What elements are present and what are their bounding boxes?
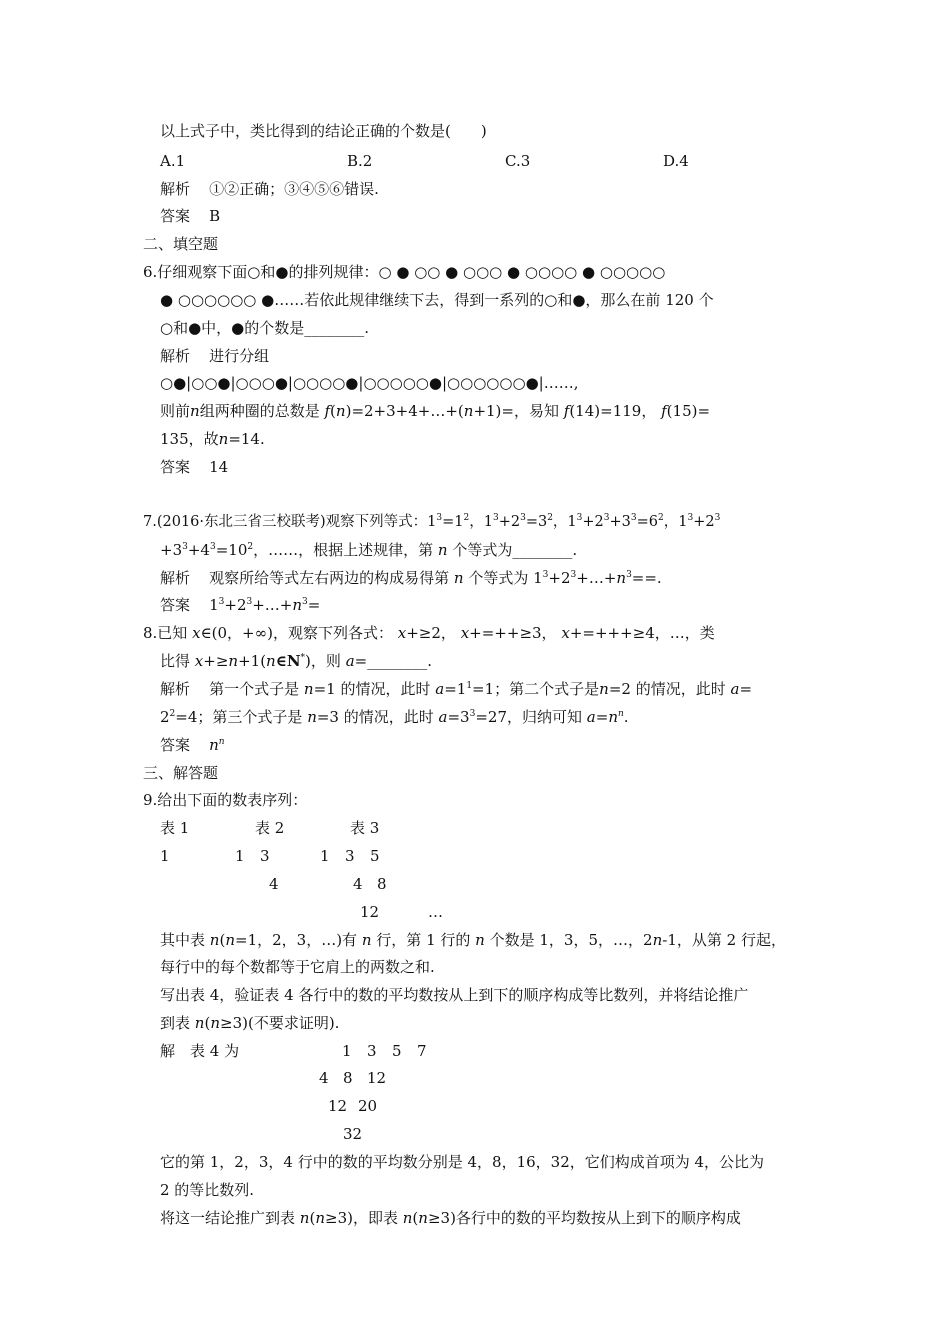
- text: 观察所给等式左右两边的构成易得第: [209, 569, 450, 587]
- var-n: n: [608, 708, 618, 726]
- table-3-cell: 1: [320, 847, 330, 865]
- text: =: [739, 680, 753, 698]
- text: ∈N: [275, 652, 301, 670]
- table-2-cell: 3: [260, 847, 270, 865]
- text: +≥: [203, 652, 229, 670]
- text: 135，故: [160, 430, 219, 448]
- text: =14.: [228, 430, 265, 448]
- section-heading-solve: 三、解答题: [143, 764, 219, 782]
- var-n: n: [463, 402, 474, 420]
- text: (: [219, 931, 226, 949]
- text: =27，归纳可知: [475, 708, 582, 726]
- var-n: n: [228, 652, 239, 670]
- text: =3: [525, 514, 548, 530]
- text: 1: [209, 596, 219, 614]
- answer-text: 14: [209, 458, 229, 476]
- section-heading-fill: 二、填空题: [143, 235, 219, 253]
- table-2-header: 表 2: [255, 819, 285, 837]
- sup: 3: [218, 597, 225, 607]
- text: =1: [442, 514, 464, 530]
- q9-para-1: [160, 930, 786, 950]
- table-1-header: 表 1: [160, 819, 190, 837]
- table-4-cell: 8: [343, 1069, 353, 1087]
- text: ，1: [663, 514, 688, 530]
- table-2-cell: 4: [269, 875, 279, 893]
- var-x: x: [194, 652, 204, 670]
- var-n: n: [209, 931, 220, 949]
- var-n: n: [652, 931, 663, 949]
- sup: 3: [246, 597, 253, 607]
- var-n: n: [307, 708, 317, 726]
- var-n: n: [209, 736, 219, 754]
- var-x: x: [460, 624, 470, 642]
- var-n: n: [402, 1209, 413, 1227]
- text: =: [307, 596, 321, 614]
- q5-option-b: B.2: [347, 152, 373, 170]
- text: 第一个式子是: [209, 680, 300, 698]
- q5-stem: 以上式子中，类比得到的结论正确的个数是( ): [160, 122, 487, 140]
- var-n: n: [599, 680, 609, 698]
- text: 个等式为________.: [452, 541, 578, 559]
- text: +3: [160, 541, 183, 559]
- table-3-cell: 5: [370, 847, 380, 865]
- answer-label: 答案: [160, 736, 191, 754]
- q6-derivation-1: 则前n组两种圈的总数是 f(n)=2+3+4+…+(n+1)=，易知 f(14)=119， f(15)=: [160, 402, 711, 420]
- q6-derivation-2: [160, 429, 265, 449]
- var-n: n: [303, 680, 314, 698]
- text: =1 的情况，此时: [313, 680, 431, 698]
- analysis-text: 进行分组: [209, 347, 270, 365]
- var-n: n: [292, 596, 303, 614]
- var-n: n: [299, 1209, 310, 1227]
- table-1-cell: 1: [160, 847, 170, 865]
- sup: 2: [547, 513, 553, 523]
- q6-line1: 6.仔细观察下面○和●的排列规律：○ ● ○○ ● ○○○ ● ○○○○ ● ○○○○○: [143, 263, 666, 281]
- var-n: n: [335, 402, 346, 420]
- text: 组两种圈的总数是: [199, 402, 320, 420]
- text: +4: [187, 541, 210, 559]
- var-a: a: [435, 680, 445, 698]
- var-n: n: [194, 1014, 205, 1032]
- text: .: [623, 708, 629, 726]
- q5-answer: [160, 206, 220, 226]
- q7-analysis: [160, 568, 662, 588]
- q9-para-7: [160, 1208, 741, 1228]
- text: =3 的情况，此时: [316, 708, 434, 726]
- sup: 3: [714, 513, 721, 523]
- text: +…+: [252, 596, 293, 614]
- q7-answer: [160, 595, 320, 615]
- var-f: f: [661, 402, 667, 420]
- sup: n: [617, 709, 624, 719]
- text: -1，从第 2 行起，: [662, 931, 786, 949]
- var-n: n: [616, 569, 627, 587]
- text: =6: [636, 514, 658, 530]
- q9-para-5: 它的第 1，2，3，4 行中的数的平均数分别是 4，8，16，32，它们构成首项为 4，公比为: [160, 1153, 765, 1171]
- sup: 3: [182, 542, 188, 552]
- text: ，……，根据上述规律，第: [253, 541, 434, 559]
- analysis-label: 解析: [160, 680, 191, 698]
- q6-analysis: [160, 346, 269, 366]
- sup: 3: [492, 513, 499, 523]
- sup: 3: [302, 597, 308, 607]
- var-n: n: [315, 1209, 325, 1227]
- table-4-cell: 32: [343, 1125, 363, 1143]
- sup: 3: [209, 542, 216, 552]
- sup: 2: [169, 709, 176, 719]
- sup: 2: [463, 513, 470, 523]
- q9-para-3: 写出表 4，验证表 4 各行中的数的平均数按从上到下的顺序构成等比数列，并将结论推广: [160, 986, 749, 1004]
- var-a: a: [438, 708, 448, 726]
- answer-text: B: [209, 207, 221, 225]
- table-4-cell: 1: [342, 1042, 352, 1060]
- text: 8.已知: [143, 624, 188, 642]
- text: =1；第二个式子是: [472, 680, 600, 698]
- var-a: a: [586, 708, 596, 726]
- text: +2: [693, 514, 715, 530]
- var-f: f: [563, 402, 570, 420]
- var-n: n: [437, 541, 448, 559]
- text: =2 的情况，此时: [608, 680, 726, 698]
- text: ≥3)(不要求证明).: [220, 1014, 340, 1032]
- var-x: x: [397, 624, 407, 642]
- table-2-cell: 1: [235, 847, 245, 865]
- text: ，1: [469, 514, 493, 530]
- var-x: x: [192, 624, 201, 642]
- sup: 2: [657, 513, 664, 523]
- text: ∈(0，+∞)，观察下列各式：: [200, 624, 393, 642]
- text: 行，第 1 行的: [376, 931, 471, 949]
- q8-line1: [143, 623, 715, 643]
- text: =: [595, 708, 609, 726]
- q6-answer: [160, 457, 228, 477]
- text: 到表: [160, 1014, 191, 1032]
- text: +1(: [238, 652, 267, 670]
- text: +=+++≥4，…，类: [569, 624, 715, 642]
- var-a: a: [730, 680, 740, 698]
- text: 7.(2016·东北三省三校联考)观察下列等式：1: [143, 514, 437, 530]
- q8-answer: [160, 735, 225, 755]
- var-n: n: [218, 430, 229, 448]
- answer-label: 答案: [160, 596, 191, 614]
- sup: 3: [469, 709, 476, 719]
- text: 2: [160, 708, 170, 726]
- text: (: [204, 1014, 211, 1032]
- q5-option-c: C.3: [505, 152, 531, 170]
- q9-para-4: [160, 1013, 339, 1033]
- q6-line2: ● ○○○○○○ ●……若依此规律继续下去，得到一系列的○和●，那么在前 120 个: [160, 291, 714, 309]
- text: =________.: [354, 652, 432, 670]
- sup: 3: [626, 570, 632, 580]
- q6-line3: ○和●中，●的个数是________.: [160, 319, 370, 337]
- text: )，则: [305, 652, 341, 670]
- table-4-cell: 3: [367, 1042, 377, 1060]
- sup: 3: [576, 513, 583, 523]
- table-ellipsis: …: [428, 903, 443, 921]
- q8-line2: [160, 651, 432, 671]
- q9-para-6: 2 的等比数列.: [160, 1181, 255, 1199]
- q9-stem: 9.给出下面的数表序列：: [143, 791, 308, 809]
- text: 个数是 1，3，5，…，2: [489, 931, 653, 949]
- var-n: n: [190, 402, 200, 420]
- text: (14)=119，: [569, 402, 657, 420]
- analysis-label: 解析: [160, 180, 191, 198]
- text: ≥3)，即表: [325, 1209, 398, 1227]
- text: ≥3)各行中的数的平均数按从上到下的顺序构成: [427, 1209, 741, 1227]
- var-n: n: [418, 1209, 428, 1227]
- answer-label: 答案: [160, 207, 191, 225]
- text: (: [412, 1209, 419, 1227]
- text: +2: [548, 569, 571, 587]
- text: 个等式为 1: [468, 569, 543, 587]
- table-3-cell: 4: [353, 875, 363, 893]
- text: +=++≥3，: [469, 624, 557, 642]
- text: +1)=，易知: [473, 402, 559, 420]
- answer-label: 答案: [160, 458, 191, 476]
- sup: 3: [603, 513, 610, 523]
- text: =4；第三个式子是: [175, 708, 303, 726]
- table-4-cell: 7: [417, 1042, 427, 1060]
- text: ，1: [552, 514, 577, 530]
- sup: 1: [466, 681, 473, 691]
- sup: 3: [630, 513, 637, 523]
- q8-analysis-2: [160, 707, 629, 727]
- text: (15)=: [666, 402, 711, 420]
- q9-para-2: 每行中的每个数都等于它肩上的两数之和.: [160, 958, 435, 976]
- text: =2+3+4+…+(: [351, 402, 464, 420]
- text: =1，2，3，…)有: [235, 931, 358, 949]
- q8-analysis-1: [160, 679, 752, 699]
- analysis-label: 解析: [160, 569, 191, 587]
- text: ==.: [631, 569, 662, 587]
- table-3-cell: 12: [360, 903, 380, 921]
- text: +≥2，: [406, 624, 456, 642]
- sup: 3: [687, 513, 694, 523]
- table-3-cell: 8: [377, 875, 387, 893]
- var-n: n: [361, 931, 372, 949]
- table-3-cell: 3: [345, 847, 355, 865]
- text: =1: [444, 680, 467, 698]
- table-4-cell: 4: [319, 1069, 329, 1087]
- sup: 3: [542, 570, 549, 580]
- text: 其中表: [160, 931, 206, 949]
- var-f: f: [324, 402, 331, 420]
- text: +2: [224, 596, 247, 614]
- text: +…+: [576, 569, 617, 587]
- var-n: n: [210, 1014, 220, 1032]
- text: 则前: [160, 402, 191, 420]
- text: =3: [447, 708, 470, 726]
- text: (: [309, 1209, 316, 1227]
- table-4-cell: 20: [358, 1097, 378, 1115]
- text: +3: [609, 514, 631, 530]
- q5-option-a: A.1: [160, 152, 186, 170]
- q7-line2: [160, 540, 577, 560]
- sup: 2: [247, 542, 254, 552]
- sup: 3: [570, 570, 577, 580]
- table-4-cell: 12: [328, 1097, 348, 1115]
- var-a: a: [345, 652, 355, 670]
- analysis-label: 解析: [160, 347, 191, 365]
- text: +2: [582, 514, 604, 530]
- sup: n: [218, 737, 225, 747]
- sup: 3: [436, 513, 443, 523]
- q7-line1: [143, 512, 720, 532]
- table-4-cell: 5: [392, 1042, 402, 1060]
- var-n: n: [475, 931, 485, 949]
- sup: *: [300, 653, 306, 663]
- var-x: x: [561, 624, 570, 642]
- analysis-text: ①②正确；③④⑤⑥错误.: [209, 180, 379, 198]
- var-n: n: [266, 652, 276, 670]
- sup: 3: [520, 513, 526, 523]
- q5-analysis: [160, 179, 379, 199]
- q9-solution-label: 解 表 4 为: [160, 1042, 240, 1060]
- text: 比得: [160, 652, 191, 670]
- var-n: n: [225, 931, 235, 949]
- text: 将这一结论推广到表: [160, 1209, 296, 1227]
- table-4-cell: 12: [367, 1069, 387, 1087]
- table-3-header: 表 3: [350, 819, 380, 837]
- var-n: n: [453, 569, 464, 587]
- text: +2: [498, 514, 521, 530]
- q6-groups: ○●|○○●|○○○●|○○○○●|○○○○○●|○○○○○○●|……,: [160, 374, 579, 392]
- q5-option-d: D.4: [663, 152, 689, 170]
- text: =10: [215, 541, 248, 559]
